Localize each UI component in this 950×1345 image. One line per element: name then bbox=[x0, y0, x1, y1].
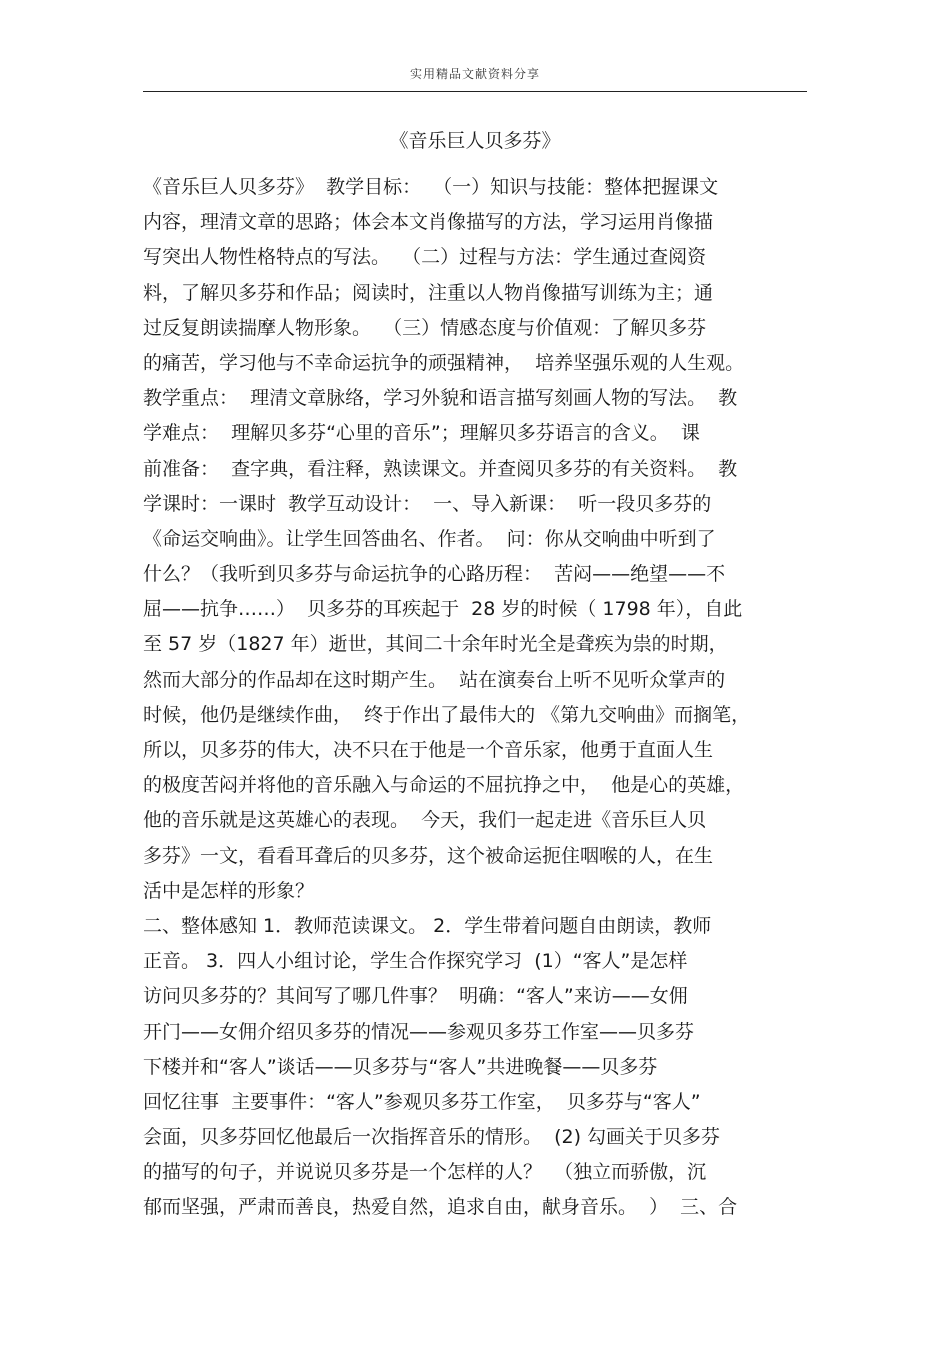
body-text-line: 时候，他仍是继续作曲， 终于作出了最伟大的 《第九交响曲》而搁笔， bbox=[143, 703, 751, 726]
body-text-line: 所以，贝多芬的伟大，决不只在于他是一个音乐家，他勇于直面人生 bbox=[143, 739, 714, 761]
body-text-line: 正音。 3．四人小组讨论，学生合作探究学习 (1）“客人”是怎样 bbox=[143, 950, 688, 973]
body-text-line: 的描写的句子，并说说贝多芬是一个怎样的人？ （独立而骄傲，沉 bbox=[143, 1161, 707, 1184]
body-text-line: 学课时：一课时 教学互动设计： 一、导入新课： 听一段贝多芬的 bbox=[143, 492, 712, 515]
body-text-line: 过反复朗读揣摩人物形象。 （三）情感态度与价值观：了解贝多芬 bbox=[143, 316, 707, 339]
body-text-line: 回忆往事 主要事件：“客人”参观贝多芬工作室， 贝多芬与“客人” bbox=[143, 1090, 701, 1113]
body-text-line: 《音乐巨人贝多芬》 教学目标： （一）知识与技能：整体把握课文 bbox=[143, 176, 719, 198]
body-text-line: 前准备： 查字典，看注释，熟读课文。并查阅贝多芬的有关资料。 教 bbox=[143, 457, 738, 480]
running-header: 实用精品文献资料分享 bbox=[409, 67, 540, 81]
body-text-line: 然而大部分的作品却在这时期产生。 站在演奏台上听不见听众掌声的 bbox=[143, 668, 726, 691]
body-text-line: 屈——抗争……） 贝多芬的耳疾起于 28 岁的时候（ 1798 年），自此 bbox=[143, 598, 743, 621]
body-text-line: 开门——女佣介绍贝多芬的情况——参观贝多芬工作室——贝多芬 bbox=[143, 1020, 695, 1043]
body-text-line: 什么？（我听到贝多芬与命运抗争的心路历程： 苦闷——绝望——不 bbox=[143, 563, 726, 586]
body-text-line: 二、整体感知 1．教师范读课文。 2．学生带着问题自由朗读，教师 bbox=[143, 914, 712, 937]
body-text-line: 下楼并和“客人”谈话——贝多芬与“客人”共进晚餐——贝多芬 bbox=[143, 1055, 658, 1078]
body-text-line: 写突出人物性格特点的写法。 （二）过程与方法：学生通过查阅资 bbox=[143, 246, 707, 269]
body-text-line: 内容，理清文章的思路；体会本文肖像描写的方法，学习运用肖像描 bbox=[143, 211, 714, 234]
body-text-line: 访问贝多芬的？其间写了哪几件事？ 明确：“客人”来访——女佣 bbox=[143, 985, 688, 1008]
document-title: 《音乐巨人贝多芬》 bbox=[389, 130, 561, 152]
body-text-line: 多芬》一文，看看耳聋后的贝多芬，这个被命运扼住咽喉的人，在生 bbox=[143, 844, 714, 867]
header-divider bbox=[143, 91, 807, 92]
body-text-line: 郁而坚强，严肃而善良，热爱自然，追求自由，献身音乐。 ） 三、合 bbox=[143, 1196, 738, 1219]
body-text-line: 《命运交响曲》。让学生回答曲名、作者。 问：你从交响曲中听到了 bbox=[143, 527, 716, 550]
body-text-line: 活中是怎样的形象？ bbox=[143, 879, 315, 902]
body-text-line: 的痛苦，学习他与不幸命运抗争的顽强精神， 培养坚强乐观的人生观。 bbox=[143, 351, 745, 374]
body-text-line: 料，了解贝多芬和作品；阅读时，注重以人物肖像描写训练为主；通 bbox=[143, 281, 714, 304]
body-text-line: 教学重点： 理清文章脉络，学习外貌和语言描写刻画人物的写法。 教 bbox=[143, 387, 738, 410]
body-text-line: 学难点： 理解贝多芬“心里的音乐”；理解贝多芬语言的含义。 课 bbox=[143, 422, 700, 445]
body-text-line: 的极度苦闷并将他的音乐融入与命运的不屈抗挣之中， 他是心的英雄， bbox=[143, 774, 745, 797]
body-text-line: 他的音乐就是这英雄心的表现。 今天，我们一起走进《音乐巨人贝 bbox=[143, 809, 707, 832]
body-text-line: 会面，贝多芬回忆他最后一次指挥音乐的情形。 (2) 勾画关于贝多芬 bbox=[143, 1126, 721, 1149]
body-text-line: 至 57 岁（1827 年）逝世，其间二十余年时光全是聋疾为祟的时期， bbox=[143, 633, 728, 656]
document-body bbox=[143, 170, 809, 1226]
